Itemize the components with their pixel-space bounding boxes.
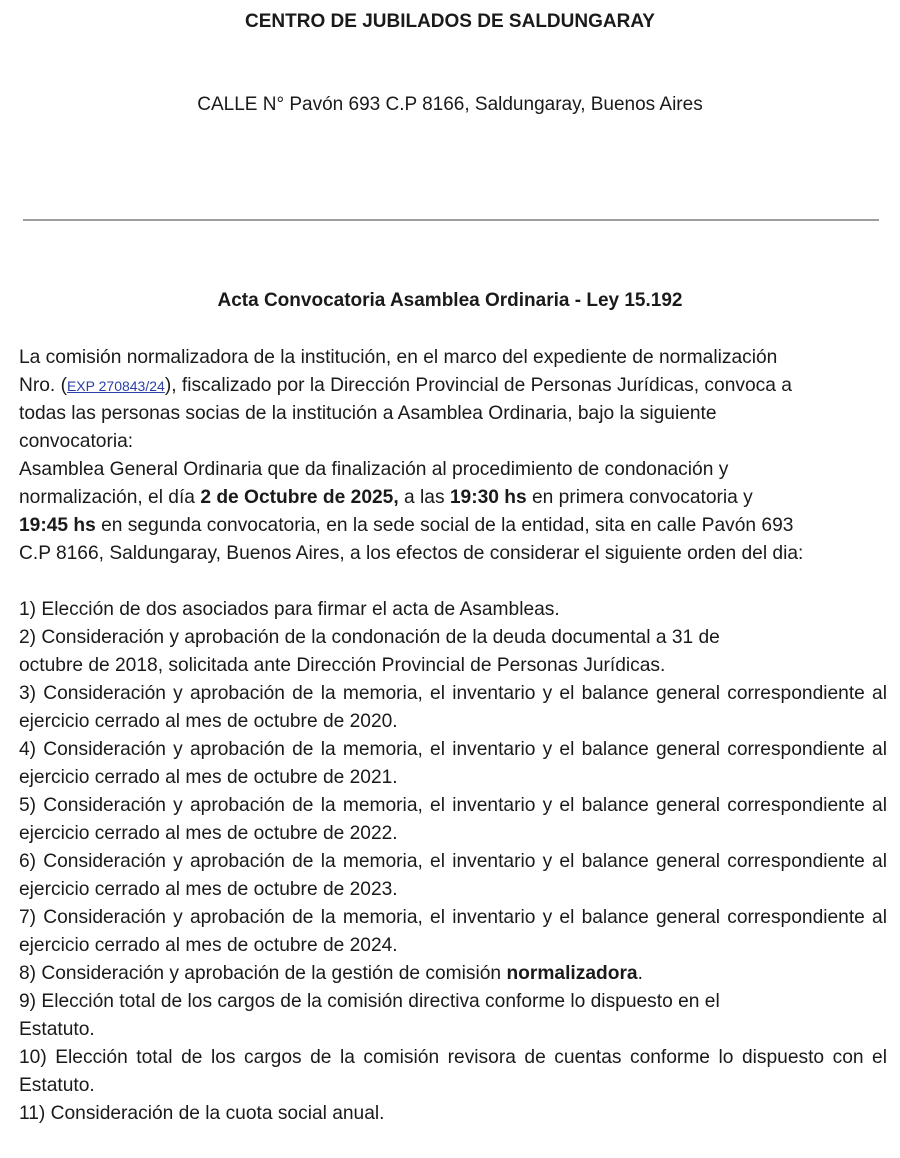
- intro-text: ), fiscalizado por la Dirección Provincial de Personas Jurídicas, convoca a: [164, 375, 792, 396]
- first-call-time: 19:30 hs: [449, 487, 527, 508]
- agenda-item-1: 1) Elección de dos asociados para firmar el acta de Asambleas.: [19, 599, 560, 620]
- divider: [23, 219, 879, 221]
- agenda-item-6: 6) Consideración y aprobación de la memoria, el inventario y el balance general correspondiente al ejercicio cerrado al mes de octubre de 2023.: [19, 851, 887, 900]
- document-title: Acta Convocatoria Asamblea Ordinaria - Ley 15.192: [217, 290, 683, 311]
- agenda-line: 2) Consideración y aprobación de la condonación de la deuda documental a 31 de: [19, 627, 720, 648]
- intro-line: convocatoria:: [19, 431, 134, 452]
- agenda-item-5: 5) Consideración y aprobación de la memoria, el inventario y el balance general correspondiente al ejercicio cerrado al mes de octubre de 2022.: [19, 795, 887, 844]
- assembly-text: a las: [398, 487, 450, 508]
- agenda-item-11: 11) Consideración de la cuota social anual.: [19, 1103, 385, 1124]
- agenda-item-8: [19, 960, 887, 988]
- assembly-paragraph: [19, 456, 887, 568]
- assembly-text: en segunda convocatoria, en la sede social de la entidad, sita en calle Pavón 693: [95, 515, 794, 536]
- org-title: CENTRO DE JUBILADOS DE SALDUNGARAY: [245, 11, 655, 32]
- agenda-item-3: 3) Consideración y aprobación de la memoria, el inventario y el balance general correspondiente al ejercicio cerrado al mes de octubre de 2020.: [19, 683, 887, 732]
- agenda-item-10: 10) Elección total de los cargos de la comisión revisora de cuentas conforme lo dispuesto con el Estatuto.: [19, 1047, 887, 1096]
- assembly-line: C.P 8166, Saldungaray, Buenos Aires, a los efectos de considerar el siguiente orden del dia:: [19, 543, 804, 564]
- intro-line: La comisión normalizadora de la institución, en el marco del expediente de normalización: [19, 347, 778, 368]
- agenda-bold-text: normalizadora: [506, 963, 638, 984]
- agenda-text: .: [637, 963, 643, 984]
- expediente-link[interactable]: EXP 270843/24: [66, 378, 165, 394]
- assembly-text: en primera convocatoria y: [526, 487, 753, 508]
- paragraph-gap: [19, 568, 887, 596]
- agenda-line: Estatuto.: [19, 1019, 95, 1040]
- agenda-line: octubre de 2018, solicitada ante Dirección Provincial de Personas Jurídicas.: [19, 655, 666, 676]
- assembly-text: normalización, el día: [19, 487, 201, 508]
- agenda-item-7: 7) Consideración y aprobación de la memoria, el inventario y el balance general correspondiente al ejercicio cerrado al mes de octubre de 2024.: [19, 907, 887, 956]
- intro-line: todas las personas socias de la institución a Asamblea Ordinaria, bajo la siguiente: [19, 403, 717, 424]
- org-address: CALLE N° Pavón 693 C.P 8166, Saldungaray, Buenos Aires: [197, 94, 703, 115]
- agenda-item-4: 4) Consideración y aprobación de la memoria, el inventario y el balance general correspondiente al ejercicio cerrado al mes de octubre de 2021.: [19, 739, 887, 788]
- agenda-text: 8) Consideración y aprobación de la gestión de comisión: [19, 963, 507, 984]
- agenda-item-2: [19, 624, 887, 680]
- assembly-line: [19, 487, 753, 508]
- intro-paragraph: [19, 344, 887, 456]
- assembly-line: Asamblea General Ordinaria que da finalización al procedimiento de condonación y: [19, 459, 729, 480]
- second-call-time: 19:45 hs: [19, 515, 96, 536]
- assembly-line: [19, 515, 793, 536]
- document-body: [19, 344, 887, 1128]
- assembly-date: 2 de Octubre de 2025,: [200, 487, 399, 508]
- intro-line: [19, 375, 792, 396]
- agenda-item-9: [19, 988, 887, 1044]
- agenda-line: 9) Elección total de los cargos de la comisión directiva conforme lo dispuesto en el: [19, 991, 720, 1012]
- intro-text: Nro. (: [19, 375, 67, 396]
